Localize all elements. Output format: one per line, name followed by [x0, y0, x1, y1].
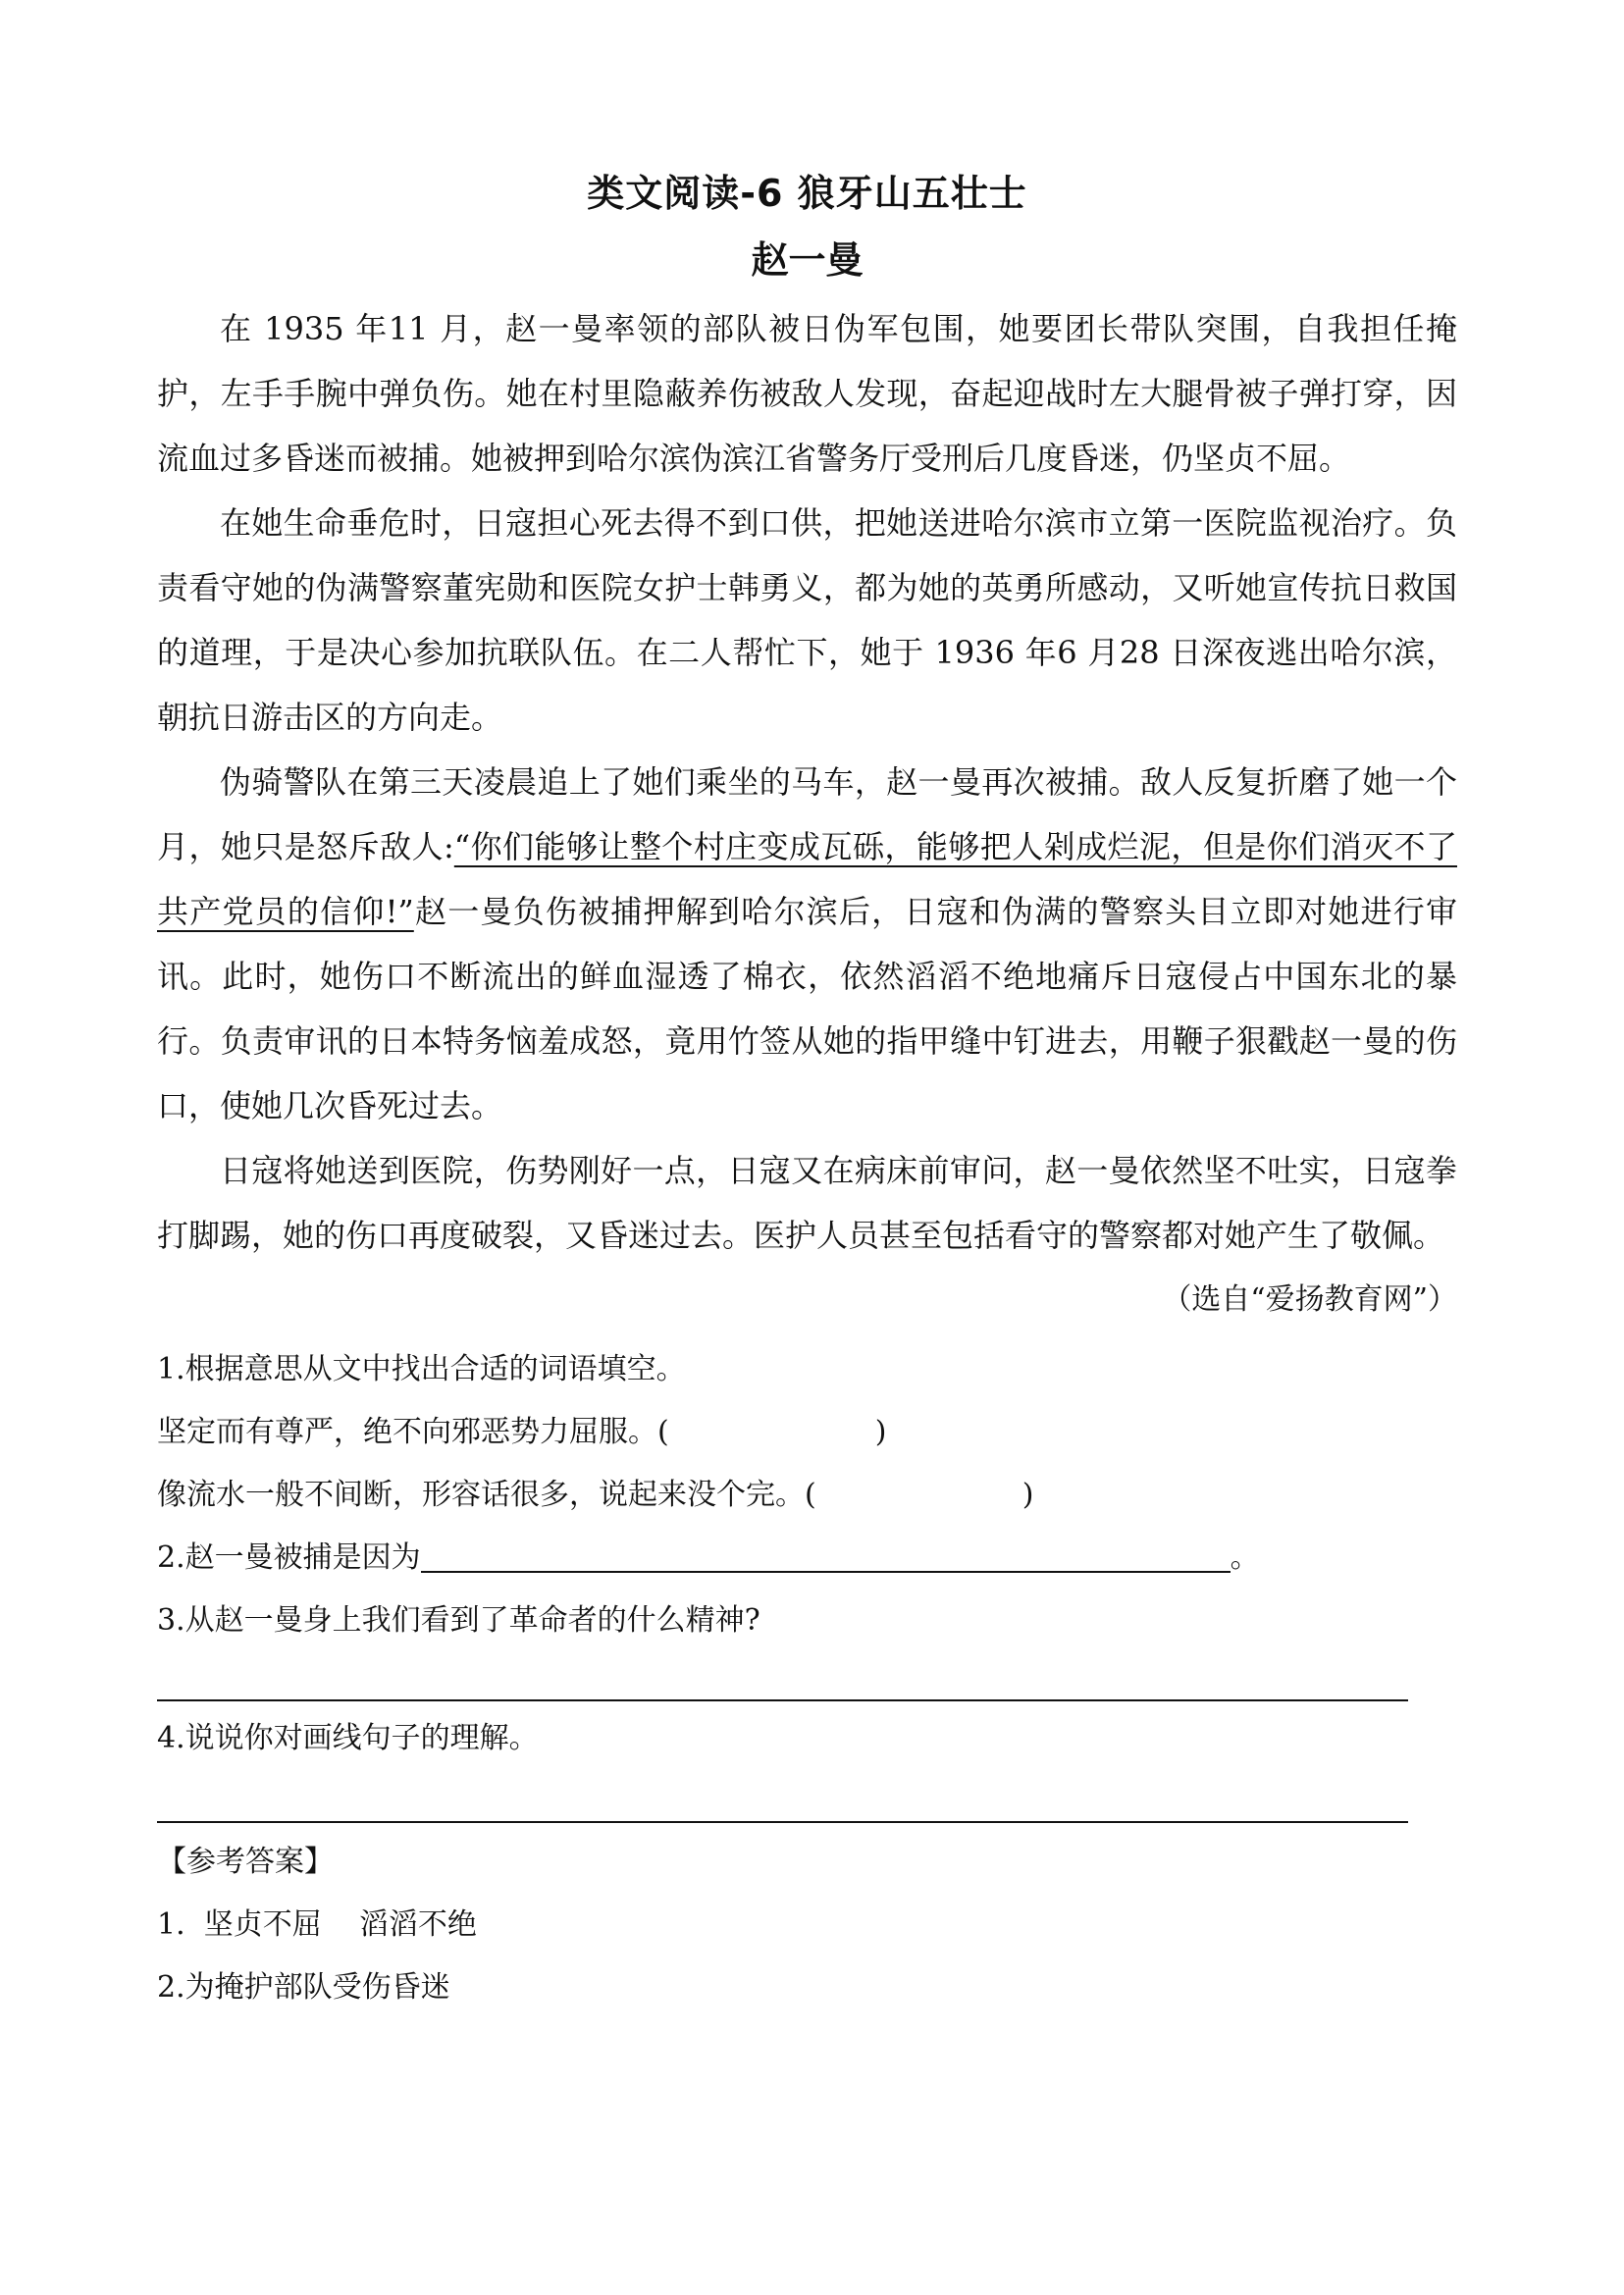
answer-line-4[interactable]	[157, 1821, 1408, 1823]
document-title: 类文阅读-6 狼牙山五壮士	[587, 172, 1027, 215]
paragraph-4: 日寇将她送到医院，伤势刚好一点，日寇又在病床前审问，赵一曼依然坚不吐实，日寇拳打脚踢，她的伤口再度破裂，又昏迷过去。医护人员甚至包括看守的警察都对她产生了敬佩。	[157, 1152, 1457, 1254]
answer-1: 1. 坚贞不屈 滔滔不绝	[157, 1907, 477, 1942]
question-2-text: 2.赵一曼被捕是因为	[157, 1540, 421, 1575]
answer-line-2[interactable]	[421, 1541, 1231, 1573]
source-citation: （选自“爱扬教育网”）	[1162, 1282, 1457, 1317]
question-1b-close: )	[1022, 1478, 1034, 1512]
question-1: 1.根据意思从文中找出合适的词语填空。	[157, 1352, 686, 1386]
paragraph-3	[157, 750, 1457, 1138]
question-1b-text: 像流水一般不间断，形容话很多，说起来没个完。(	[157, 1478, 816, 1512]
question-1b	[157, 1464, 1457, 1527]
paragraph-2: 在她生命垂危时，日寇担心死去得不到口供，把她送进哈尔滨市立第一医院监视治疗。负责看守她的伪满警察董宪勋和医院女护士韩勇义，都为她的英勇所感动，又听她宣传抗日救国的道理，于是决心参加抗联队伍。在二人帮忙下，她于 1936 年6 月28 日深夜逃出哈尔滨，朝抗日游击区的方向走。	[157, 504, 1457, 736]
question-1a-close: )	[874, 1415, 887, 1449]
document-page	[157, 167, 1457, 2019]
answer-heading: 【参考答案】	[157, 1845, 334, 1879]
paragraph-3-after: 赵一曼负伤被捕押解到哈尔滨后，日寇和伪满的警察头目立即对她进行审讯。此时，她伤口不断流出的鲜血湿透了棉衣，依然滔滔不绝地痛斥日寇侵占中国东北的暴行。负责审讯的日本特务恼羞成怒，竟用竹签从她的指甲缝中钉进去，用鞭子狠戳赵一曼的伤口，使她几次昏死过去。	[157, 893, 1457, 1124]
article-author: 赵一曼	[751, 238, 864, 282]
question-2-end: 。	[1230, 1540, 1260, 1575]
question-1a-text: 坚定而有尊严，绝不向邪恶势力屈服。(	[157, 1415, 669, 1449]
question-1a	[157, 1401, 1457, 1464]
underlined-sentence: “你们能够让整个村庄变成瓦砾，能够把人剁成烂泥，但是你们消灭不了共产党员的信仰!”	[157, 828, 1457, 930]
answer-2: 2.为掩护部队受伤昏迷	[157, 1970, 450, 2005]
question-4: 4.说说你对画线句子的理解。	[157, 1721, 539, 1755]
question-3: 3.从赵一曼身上我们看到了革命者的什么精神?	[157, 1603, 760, 1638]
question-2	[157, 1527, 1457, 1590]
paragraph-1: 在 1935 年11 月，赵一曼率领的部队被日伪军包围，她要团长带队突围，自我担任掩护，左手手腕中弹负伤。她在村里隐蔽养伤被敌人发现，奋起迎战时左大腿骨被子弹打穿，因流血过多昏迷而被捕。她被押到哈尔滨伪滨江省警务厅受刑后几度昏迷，仍坚贞不屈。	[157, 310, 1457, 477]
paragraph-3-before: 伪骑警队在第三天凌晨追上了她们乘坐的马车，赵一曼再次被捕。敌人反复折磨了她一个月，她只是怒斥敌人:	[157, 763, 1457, 865]
answer-line-3[interactable]	[157, 1699, 1408, 1701]
